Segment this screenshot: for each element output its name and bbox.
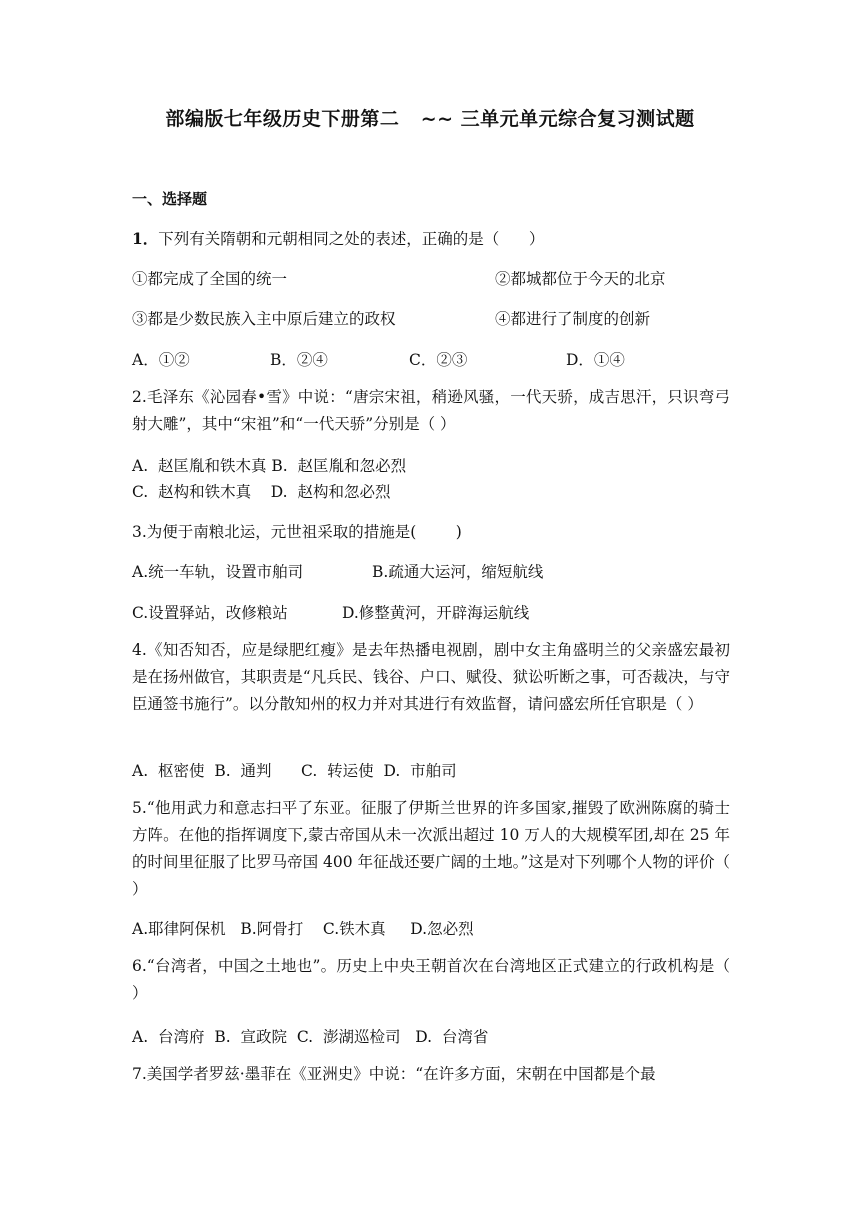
question-2-options-ab: A. 赵匡胤和铁木真 B. 赵匡胤和忽必烈 bbox=[132, 457, 407, 475]
question-1-statement-4: ④都进行了制度的创新 bbox=[495, 310, 651, 328]
question-1-option-d: D．①④ bbox=[566, 351, 625, 369]
question-3-option-d: D.修整黄河，开辟海运航线 bbox=[342, 604, 530, 622]
question-5-options: A.耶律阿保机 B.阿骨打 C.铁木真 D.忽必烈 bbox=[132, 920, 474, 938]
question-1-option-c: C．②③ bbox=[409, 351, 468, 369]
question-3-stem: 3.为便于南粮北运，元世祖采取的措施是( ) bbox=[132, 523, 462, 541]
question-1-statement-2: ②都城都位于今天的北京 bbox=[495, 270, 666, 288]
question-3-option-c: C.设置驿站，改修粮站 bbox=[132, 604, 288, 622]
question-3-option-b: B.疏通大运河，缩短航线 bbox=[372, 563, 544, 581]
question-6-stem: 6.“台湾者，中国之土地也”。历史上中央王朝首次在台湾地区正式建立的行政机构是（ ） bbox=[132, 957, 730, 1002]
question-1-stem bbox=[132, 229, 544, 249]
question-4-options: A. 枢密使 B. 通判 C. 转运使 D. 市舶司 bbox=[132, 762, 457, 780]
question-2-options-cd: C. 赵构和铁木真 D. 赵构和忽必烈 bbox=[132, 483, 391, 501]
question-1-option-a: A．①② bbox=[132, 351, 190, 369]
question-1-statement-1: ①都完成了全国的统一 bbox=[132, 270, 288, 288]
question-1-statement-3: ③都是少数民族入主中原后建立的政权 bbox=[132, 310, 396, 328]
question-1-text: 下列有关隋朝和元朝相同之处的表述，正确的是（ ） bbox=[158, 230, 545, 248]
document-title: 部编版七年级历史下册第二 ~~ 三单元单元综合复习测试题 bbox=[165, 108, 695, 130]
question-6-options: A. 台湾府 B. 宣政院 C. 澎湖巡检司 D. 台湾省 bbox=[132, 1028, 489, 1046]
question-1-option-b: B．②④ bbox=[270, 351, 328, 369]
question-7-stem: 7.美国学者罗兹·墨菲在《亚洲史》中说：“在许多方面，宋朝在中国都是个最 bbox=[132, 1065, 656, 1083]
question-3-option-a: A.统一车轨，设置市舶司 bbox=[132, 563, 304, 581]
question-1-number: 1． bbox=[132, 229, 159, 248]
section-heading: 一、选择题 bbox=[132, 190, 208, 208]
question-5-stem: 5.“他用武力和意志扫平了东亚。征服了伊斯兰世界的许多国家,摧毁了欧洲陈腐的骑士方阵。在他的指挥调度下,蒙古帝国从未一次派出超过 10 万人的大规模军团,却在 25 年的时间里征服了比罗马帝国 400 年征战还要广阔的土地。”这是对下列哪个人物的评价（ ） bbox=[132, 799, 730, 898]
question-2-stem: 2.毛泽东《沁园春•雪》中说：“唐宗宋祖，稍逊风骚，一代天骄，成吉思汗，只识弯弓射大雕”，其中“宋祖”和“一代天骄”分别是（ ） bbox=[132, 388, 730, 433]
question-4-stem: 4.《知否知否，应是绿肥红瘦》是去年热播电视剧，剧中女主角盛明兰的父亲盛宏最初是在扬州做官，其职责是“凡兵民、钱谷、户口、赋役、狱讼听断之事，可否裁决，与守臣通签书施行”。以分散知州的权力并对其进行有效监督，请问盛宏所任官职是（ ） bbox=[132, 641, 730, 713]
